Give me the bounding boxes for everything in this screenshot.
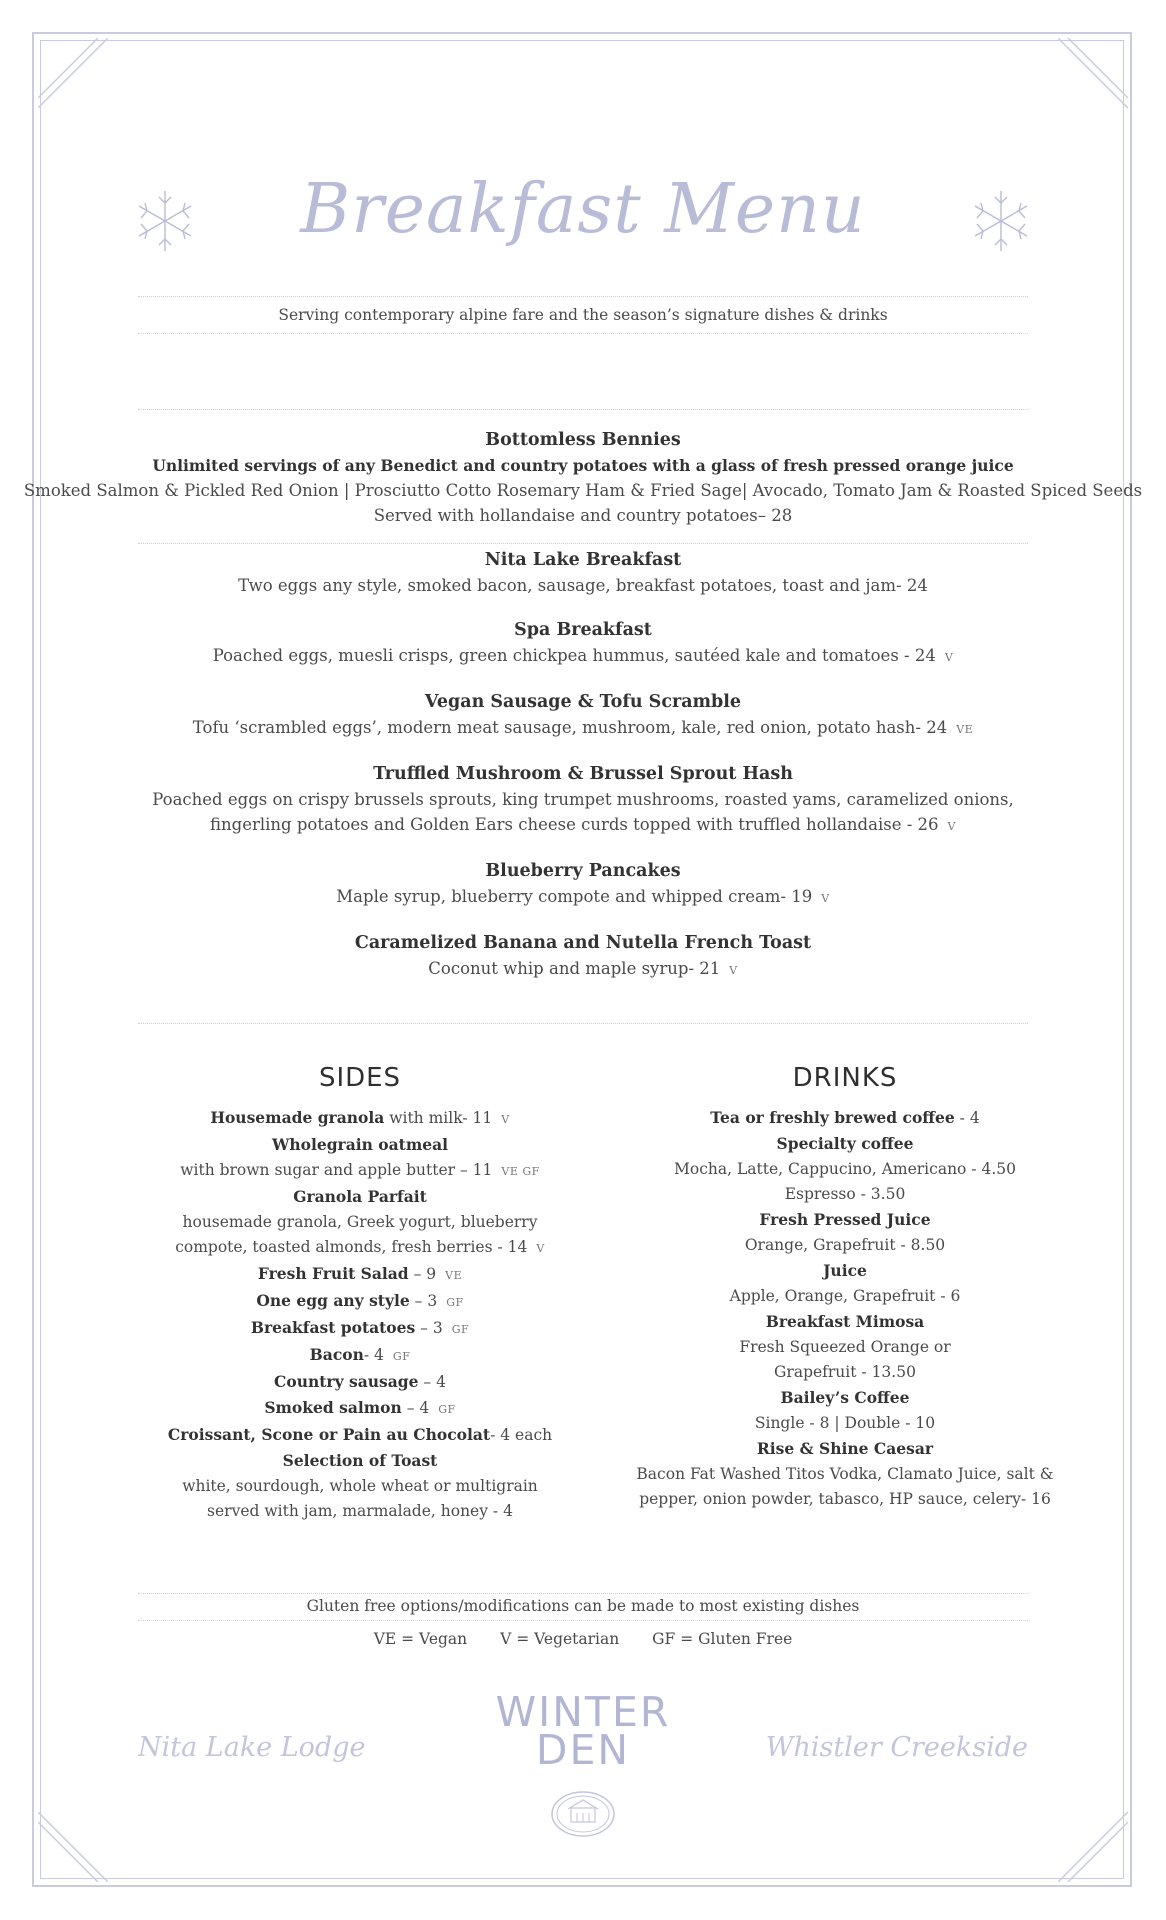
drinks-line: Bailey’s Coffee [780,1388,910,1407]
diet-tag: V [821,892,830,905]
item-name: Vegan Sausage & Tofu Scramble [424,692,742,712]
menu-item [0,762,1166,839]
dotted-divider [138,1620,1028,1621]
item-name: Blueberry Pancakes [485,861,681,881]
drinks-line: Espresso - 3.50 [784,1185,906,1203]
diet-tag: GF [392,1350,411,1363]
sides-list [150,1105,570,1524]
item-description: Two eggs any style, smoked bacon, sausage, breakfast potatoes, toast and jam- 24 [238,576,928,595]
sides-line: white, sourdough, whole wheat or multigrain [182,1477,538,1495]
mains-section [0,428,1166,528]
corner-ornament-icon [38,1812,108,1882]
drinks-line: Rise & Shine Caesar [756,1439,934,1458]
diet-tag: V [944,651,954,664]
drinks-line: Single - 8 | Double - 10 [754,1414,936,1432]
sides-line: served with jam, marmalade, honey - 4 [207,1502,513,1520]
drinks-line: Apple, Orange, Grapefruit - 6 [729,1287,961,1305]
sides-line: Breakfast potatoes – 3 GF [250,1318,470,1337]
dotted-divider [138,409,1028,410]
sides-line: Housemade granola with milk- 11 V [210,1108,510,1127]
sides-line: Croissant, Scone or Pain au Chocolat- 4 each [167,1425,553,1444]
sides-line: Fresh Fruit Salad – 9 VE [257,1264,463,1283]
drinks-line: Juice [823,1261,867,1280]
sides-line: Country sausage – 4 [274,1372,446,1391]
sides-line: Granola Parfait [293,1187,427,1206]
item-description: Poached eggs, muesli crisps, green chickpea hummus, sautéed kale and tomatoes - 24 V [212,646,954,665]
legend-vegan: VE = Vegan [373,1630,468,1648]
item-name: Truffled Mushroom & Brussel Sprout Hash [373,764,793,784]
item-description: Smoked Salmon & Pickled Red Onion | Prosciutto Cotto Rosemary Ham & Fried Sage| Avocado, Tomato Jam & Roasted Spiced Seeds [23,481,1143,500]
dotted-divider [138,333,1028,334]
sides-line: Smoked salmon – 4 GF [264,1398,456,1417]
sides-line: Wholegrain oatmeal [271,1135,449,1154]
item-name: Spa Breakfast [514,620,652,640]
drinks-line: Breakfast Mimosa [765,1312,925,1331]
menu-item [0,618,1166,670]
item-subtitle: Unlimited servings of any Benedict and country potatoes with a glass of fresh pressed orange juice [152,456,1014,475]
item-name: Caramelized Banana and Nutella French Toast [354,933,812,953]
sides-line: housemade granola, Greek yogurt, blueberry [182,1213,538,1231]
corner-ornament-icon [1058,38,1128,108]
page-title: Breakfast Menu [300,170,866,249]
dotted-divider [138,543,1028,544]
tagline: Serving contemporary alpine fare and the season’s signature dishes & drinks [278,306,888,324]
item-name: Bottomless Bennies [485,430,681,450]
drinks-line: Orange, Grapefruit - 8.50 [744,1236,946,1254]
drinks-list [615,1105,1075,1512]
corner-ornament-icon [1058,1812,1128,1882]
sides-line: Selection of Toast [282,1451,438,1470]
diet-legend [0,1630,1166,1648]
drinks-line: Fresh Pressed Juice [759,1210,931,1229]
item-description: Maple syrup, blueberry compote and whipped cream- 19 V [336,887,830,906]
item-name: Nita Lake Breakfast [484,550,682,570]
legend-vegetarian: V = Vegetarian [500,1630,620,1648]
nita-lake-lodge-script: Nita Lake Lodge [138,1732,366,1763]
diet-tag: VE [445,1269,463,1282]
diet-tag: V [729,964,738,977]
drinks-line: Mocha, Latte, Cappucino, Americano - 4.50 [674,1160,1016,1178]
menu-item [0,931,1166,983]
corner-ornament-icon [38,38,108,108]
sides-heading: SIDES [318,1063,402,1093]
item-description: Coconut whip and maple syrup- 21 V [428,959,738,978]
sides-line: One egg any style – 3 GF [256,1291,464,1310]
gluten-note: Gluten free options/modifications can be made to most existing dishes [306,1597,860,1615]
dotted-divider [138,1593,1028,1594]
drinks-line: Tea or freshly brewed coffee - 4 [710,1108,980,1127]
brand-line-2: DEN [535,1726,631,1774]
dotted-divider [138,1023,1028,1024]
sides-line: Bacon- 4 GF [309,1345,411,1364]
diet-tag: VE [956,723,974,736]
drinks-line: Grapefruit - 13.50 [774,1363,916,1381]
whistler-creekside-script: Whistler Creekside [765,1732,1028,1763]
item-description: Tofu ‘scrambled eggs’, modern meat sausage, mushroom, kale, red onion, potato hash- 24 VE [192,718,974,737]
lodge-seal-icon [550,1789,616,1839]
diet-tag: GF [451,1323,470,1336]
item-description: Poached eggs on crispy brussels sprouts, king trumpet mushrooms, roasted yams, caramelized onions, [152,790,1014,809]
diet-tag: VE GF [501,1165,540,1178]
item-description: Served with hollandaise and country potatoes– 28 [373,506,793,525]
menu-item [0,690,1166,742]
dotted-divider [138,296,1028,297]
item-description: fingerling potatoes and Golden Ears cheese curds topped with truffled hollandaise - 26 V [210,815,956,834]
drinks-section [615,1063,1075,1512]
sides-line: compote, toasted almonds, fresh berries - 14 V [175,1238,545,1256]
diet-tag: V [947,820,956,833]
mains-list [0,548,1166,983]
winter-den-logo [0,1688,1166,1774]
legend-gluten-free: GF = Gluten Free [652,1630,793,1648]
diet-tag: GF [446,1296,464,1309]
sides-section [150,1063,570,1524]
drinks-line: Bacon Fat Washed Titos Vodka, Clamato Juice, salt & [636,1465,1054,1483]
drinks-heading: DRINKS [792,1063,898,1093]
diet-tag: GF [438,1403,456,1416]
drinks-line: Fresh Squeezed Orange or [739,1338,951,1356]
sides-line: with brown sugar and apple butter – 11 VE GF [180,1161,540,1179]
drinks-line: Specialty coffee [776,1134,914,1153]
brand-line-1: WINTER [495,1688,671,1736]
menu-item [0,548,1166,598]
diet-tag: V [536,1242,545,1255]
drinks-line: pepper, onion powder, tabasco, HP sauce, celery- 16 [639,1490,1051,1508]
menu-item [0,859,1166,911]
diet-tag: V [501,1113,510,1126]
menu-item [0,428,1166,528]
